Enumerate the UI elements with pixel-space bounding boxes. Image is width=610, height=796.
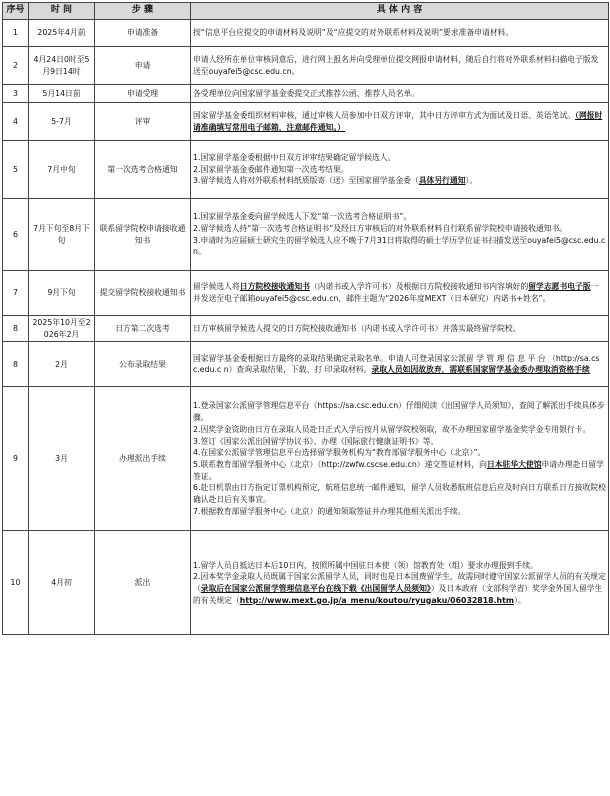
- content-paragraph: [193, 27, 606, 39]
- plain-text: 4.在国家公派留学管理信息平台选择留学服务机构为“教育部留学服务中心（北京）”。: [193, 448, 486, 458]
- header-step: 步 骤: [95, 3, 191, 20]
- row-time: 3月: [29, 387, 95, 531]
- content-paragraph: [193, 482, 606, 505]
- header-content: 具 体 内 容: [191, 3, 609, 20]
- table-row: [3, 141, 609, 199]
- row-time: 5月14日前: [29, 85, 95, 103]
- content-paragraph: [193, 211, 606, 223]
- content-paragraph: [193, 88, 606, 100]
- row-content: [191, 271, 609, 316]
- header-time: 时 间: [29, 3, 95, 20]
- emphasis-text: 录取人员如因故放弃，需联系国家留学基金委办理取消资格手续: [371, 365, 590, 375]
- row-content: [191, 141, 609, 199]
- row-step: 派出: [95, 531, 191, 635]
- row-time: 7月下旬至8月下旬: [29, 199, 95, 271]
- plain-text: 1.国家留学基金委根据中日双方评审结果确定留学候选人。: [193, 152, 396, 162]
- content-paragraph: [193, 571, 606, 606]
- plain-text: （内诺书或入学许可书）及根据日方院校接收通知书内容填好的: [309, 282, 529, 292]
- row-step: 评审: [95, 103, 191, 141]
- row-step: 联系留学院校申请接收通知书: [95, 199, 191, 271]
- plain-text: 7.根据教育部留学服务中心（北京）的通知领取签证并办理其他相关派出手续。: [193, 506, 466, 516]
- plain-text: 国家留学基金委根据日方最终的录取结果确定录取名单。申请人可登录国家公派留 学 管 理 信 息 平 台 （http://sa.csc.edu.c n）查询录取结果，下载、打 印录取材料。: [193, 353, 600, 375]
- emphasis-text: 具体另行通知: [418, 176, 466, 186]
- row-number: 4: [3, 103, 29, 141]
- plain-text: 2.国家留学基金委邮件通知第一次选考结果。: [193, 164, 349, 174]
- content-paragraph: [193, 353, 606, 376]
- row-step: 申请准备: [95, 20, 191, 47]
- row-content: [191, 387, 609, 531]
- row-number: 9: [3, 387, 29, 531]
- schedule-table: [2, 2, 609, 635]
- table-row: [3, 342, 609, 387]
- row-content: [191, 342, 609, 387]
- plain-text: 申请人经所在单位审核同意后，进行网上报名并向受理单位提交网报申请材料，随后自行将对外联系材料扫描电子版发送至ouyafei5@csc.edu.cn。: [193, 54, 599, 76]
- row-number: 10: [3, 531, 29, 635]
- table-row: [3, 271, 609, 316]
- table-row: [3, 85, 609, 103]
- row-number: 3: [3, 85, 29, 103]
- content-paragraph: [193, 54, 606, 77]
- row-time: 9月下旬: [29, 271, 95, 316]
- table-row: [3, 103, 609, 141]
- row-number: 7: [3, 271, 29, 316]
- row-number: 2: [3, 47, 29, 85]
- content-paragraph: [193, 164, 606, 176]
- content-paragraph: [193, 323, 606, 335]
- plain-text: ）。: [513, 595, 526, 605]
- content-paragraph: [193, 459, 606, 482]
- plain-text: 3.签订《国家公派出国留学协议书》、办理《国际旅行健康证明书》等。: [193, 436, 439, 446]
- plain-text: 日方审核留学候选人提交的日方院校接收通知书（内诺书或入学许可书）并落实最终留学院校。: [193, 323, 521, 333]
- plain-text: 留学候选人将: [193, 282, 240, 292]
- content-paragraph: [193, 235, 606, 258]
- row-number: 8: [3, 316, 29, 342]
- table-row: [3, 316, 609, 342]
- header-row: [3, 3, 609, 20]
- plain-text: 各受理单位向国家留学基金委提交正式推荐公函、推荐人员名单。: [193, 88, 420, 98]
- emphasis-text: http://www.mext.go.jp/a_menu/koutou/ryugaku/06032818.htm: [239, 595, 514, 605]
- plain-text: 申请办理赴日留学签证。: [193, 459, 604, 481]
- table-row: [3, 387, 609, 531]
- row-number: 1: [3, 20, 29, 47]
- row-content: [191, 199, 609, 271]
- plain-text: 按“信息平台应提交的申请材料及说明”及“应提交的对外联系材料及说明”要求准备申请材料。: [193, 28, 514, 38]
- header-no: 序号: [3, 3, 29, 20]
- plain-text: 2.因本奖学金录取人员既属于国家公派留学人员，同时也是日本国费留学生，故需同时遵守国家公派留学人员的有关规定（: [193, 572, 606, 593]
- row-time: 5-7月: [29, 103, 95, 141]
- row-step: 第一次选考合格通知: [95, 141, 191, 199]
- plain-text: 1.留学人员自抵达日本后10日内，按照所属中国驻日本使（领）馆教育处（组）要求办理报到手续。: [193, 560, 538, 570]
- row-step: 提交留学院校接收通知书: [95, 271, 191, 316]
- table-row: [3, 20, 609, 47]
- plain-text: 2.留学候选人持“第一次选考合格证明书”及经日方审核后的对外联系材料自行联系留学院校申请接收通知书。: [193, 223, 568, 233]
- emphasis-text: 留学志愿书电子版: [528, 282, 591, 292]
- content-paragraph: [193, 223, 606, 235]
- table-row: [3, 47, 609, 85]
- content-paragraph: [193, 175, 606, 187]
- row-step: 申请受理: [95, 85, 191, 103]
- table-row: [3, 199, 609, 271]
- plain-text: 1.国家留学基金委向留学候选人下发“第一次选考合格证明书”。: [193, 212, 412, 222]
- plain-text: 2.因奖学金资助由日方在录取人员赴日正式入学后按月从留学院校领取，故不办理国家留学基金奖学金专用银行卡。: [193, 424, 591, 434]
- row-step: 公布录取结果: [95, 342, 191, 387]
- row-content: [191, 85, 609, 103]
- row-time: 4月初: [29, 531, 95, 635]
- row-time: 2月: [29, 342, 95, 387]
- row-step: 办理派出手续: [95, 387, 191, 531]
- row-number: 6: [3, 199, 29, 271]
- plain-text: ）及日本政府（文部科学省）奖学金外国人留学生的有关规定（: [193, 583, 603, 605]
- row-content: [191, 531, 609, 635]
- row-content: [191, 47, 609, 85]
- emphasis-text: 日本驻华大使馆: [486, 459, 542, 469]
- emphasis-text: （网报时请准确填写常用电子邮箱，注意邮件通知。）: [193, 110, 603, 132]
- content-paragraph: [193, 110, 606, 133]
- table-row: [3, 531, 609, 635]
- content-paragraph: [193, 152, 606, 164]
- plain-text: 1.登录国家公派留学管理信息平台（https://sa.csc.edu.cn）仔细阅读《出国留学人员须知》，查阅了解派出手续具体步骤。: [193, 401, 605, 423]
- row-step: 申请: [95, 47, 191, 85]
- plain-text: 6.赴日机票由日方指定订票机构预定，航班信息统一邮件通知，留学人员收悉航班信息后应及时向日方联系日方接收院校确认赴日后有关事宜。: [193, 483, 606, 504]
- content-paragraph: [193, 560, 606, 572]
- row-content: [191, 316, 609, 342]
- row-number: 8: [3, 342, 29, 387]
- content-paragraph: [193, 281, 606, 304]
- row-time: 4月24日0时至5月9日14时: [29, 47, 95, 85]
- row-content: [191, 103, 609, 141]
- plain-text: 一并发送至电子邮箱ouyafei5@csc.edu.cn，邮件主题为“2026年度MEXT（日本研究）内诺书+姓名”。: [193, 282, 599, 303]
- emphasis-text: 录取后在国家公派留学管理信息平台在线下载《出国留学人员须知》: [200, 583, 431, 593]
- content-paragraph: [193, 447, 606, 459]
- content-paragraph: [193, 424, 606, 436]
- content-paragraph: [193, 400, 606, 423]
- row-step: 日方第二次选考: [95, 316, 191, 342]
- plain-text: 3.留学候选人将对外联系材料纸质版寄（送）至国家留学基金委（: [193, 176, 419, 186]
- row-time: 2025年10月至2026年2月: [29, 316, 95, 342]
- emphasis-text: 日方院校接收通知书: [239, 282, 310, 292]
- row-time: 2025年4月前: [29, 20, 95, 47]
- row-time: 7月中旬: [29, 141, 95, 199]
- row-content: [191, 20, 609, 47]
- plain-text: 国家留学基金委组织材料审核，通过审核人员参加中日双方评审，其中日方评审方式为面试及日语、英语笔试。: [193, 110, 576, 120]
- content-paragraph: [193, 506, 606, 518]
- plain-text: ）。: [465, 176, 478, 186]
- row-number: 5: [3, 141, 29, 199]
- plain-text: 5.联系教育部留学服务中心（北京）（http://zwfw.cscse.edu.cn）递交签证材料，向: [193, 459, 487, 469]
- plain-text: 3.申请时为应届硕士研究生的留学候选人应不晚于7月31日将取得的硕士学历学位证书扫描发送至ouyafei5@csc.edu.cn。: [193, 235, 606, 257]
- content-paragraph: [193, 436, 606, 448]
